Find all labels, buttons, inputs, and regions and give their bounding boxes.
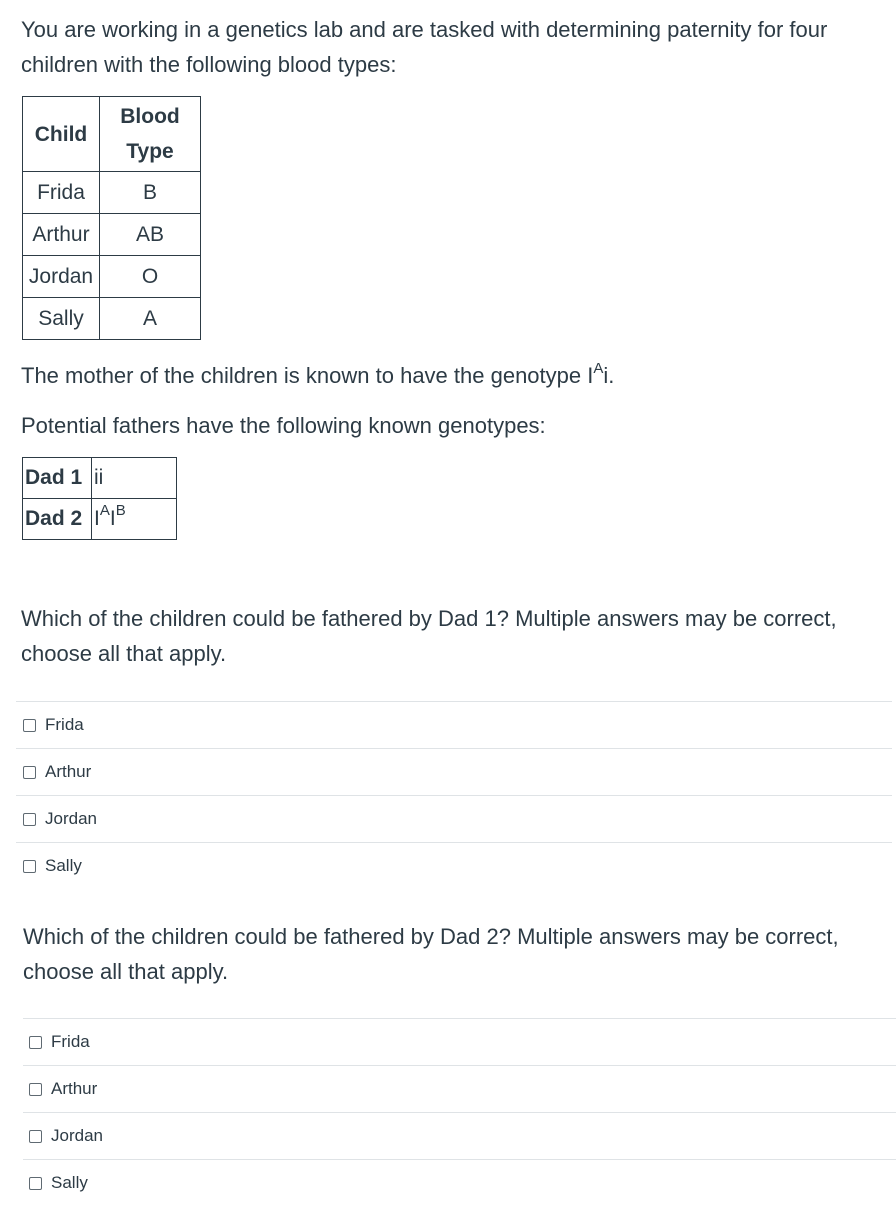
answer-label: Arthur <box>45 762 92 781</box>
answer-label: Sally <box>45 856 82 875</box>
blood-type: O <box>100 256 201 298</box>
question-2-text: Which of the children could be fathered by Dad 2? Multiple answers may be correct, choose all that apply. <box>23 924 839 984</box>
answer-option-sally[interactable] <box>16 842 892 889</box>
child-name: Sally <box>23 298 100 340</box>
dad-label: Dad 2 <box>23 499 92 540</box>
checkbox[interactable] <box>23 860 36 873</box>
mother-text-prefix: The mother of the children is known to have the genotype I <box>21 363 594 388</box>
answer-label: Frida <box>45 715 84 734</box>
header-child: Child <box>23 97 100 172</box>
answer-label: Frida <box>51 1032 90 1051</box>
fathers-intro-text: Potential fathers have the following known genotypes: <box>21 413 546 438</box>
checkbox[interactable] <box>29 1130 42 1143</box>
fathers-genotype-table <box>22 457 177 540</box>
mother-allele-sup: A <box>593 359 604 377</box>
checkbox[interactable] <box>29 1036 42 1049</box>
child-name: Frida <box>23 172 100 214</box>
mother-text-suffix: i. <box>603 363 615 388</box>
answer-option-arthur[interactable] <box>16 748 892 795</box>
question-1-answers <box>16 701 892 889</box>
child-name: Arthur <box>23 214 100 256</box>
intro-text: You are working in a genetics lab and are tasked with determining paternity for four children with the following blood types: <box>21 17 828 77</box>
question-1-text: Which of the children could be fathered by Dad 1? Multiple answers may be correct, choose all that apply. <box>21 606 837 666</box>
table-row <box>23 214 201 256</box>
blood-type: B <box>100 172 201 214</box>
blood-type: A <box>100 298 201 340</box>
answer-option-frida[interactable] <box>16 701 892 748</box>
checkbox[interactable] <box>23 766 36 779</box>
child-name: Jordan <box>23 256 100 298</box>
answer-label: Sally <box>51 1173 88 1192</box>
answer-label: Jordan <box>51 1126 103 1145</box>
dad-label: Dad 1 <box>23 458 92 499</box>
table-row <box>23 458 177 499</box>
answer-option-sally[interactable] <box>23 1159 896 1206</box>
mother-genotype-text <box>21 358 614 393</box>
answer-label: Arthur <box>51 1079 98 1098</box>
dad-genotype: ii <box>92 458 177 499</box>
header-blood-type: Blood Type <box>100 97 201 172</box>
blood-type-table <box>22 96 201 340</box>
dad-genotype: $I^AI^B$ <box>92 499 177 540</box>
table-row <box>23 499 177 540</box>
blood-type: AB <box>100 214 201 256</box>
checkbox[interactable] <box>23 813 36 826</box>
table-row <box>23 298 201 340</box>
answer-option-arthur[interactable] <box>23 1065 896 1112</box>
question-2-answers <box>23 1018 896 1206</box>
table-row <box>23 172 201 214</box>
checkbox[interactable] <box>23 719 36 732</box>
answer-option-jordan[interactable] <box>23 1112 896 1159</box>
checkbox[interactable] <box>29 1177 42 1190</box>
table-row <box>23 256 201 298</box>
answer-option-frida[interactable] <box>23 1018 896 1065</box>
answer-label: Jordan <box>45 809 97 828</box>
checkbox[interactable] <box>29 1083 42 1096</box>
answer-option-jordan[interactable] <box>16 795 892 842</box>
